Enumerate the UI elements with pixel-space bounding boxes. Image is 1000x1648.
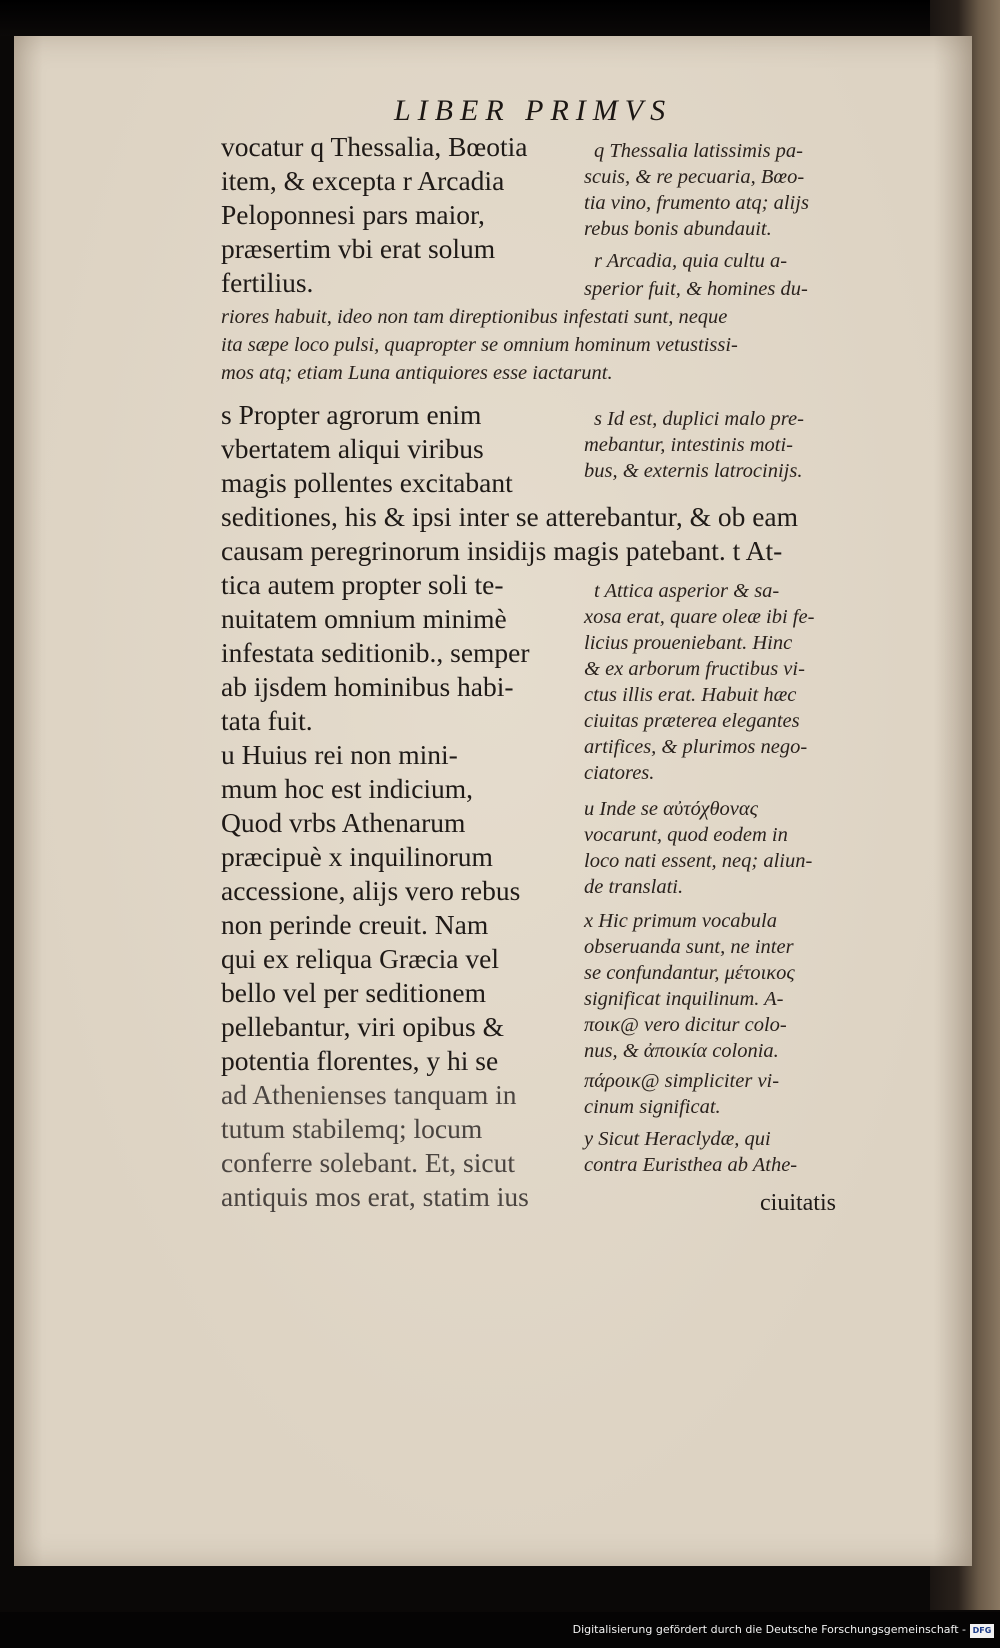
marginal-note: t Attica asperior & sa-: [594, 580, 780, 602]
marginal-note: cinum significat.: [584, 1096, 721, 1118]
main-line: Quod vrbs Athenarum: [221, 807, 466, 838]
marginal-note: significat inquilinum. A-: [584, 988, 784, 1010]
main-line: potentia florentes, y hi se: [221, 1045, 499, 1076]
marginal-note: rebus bonis abundauit.: [584, 218, 772, 240]
main-line: præsertim vbi erat solum: [221, 233, 496, 264]
main-line: tutum stabilemq; locum: [221, 1113, 483, 1144]
main-line: ad Athenienses tanquam in: [221, 1079, 517, 1110]
main-line: ab ijsdem hominibus habi-: [221, 671, 514, 702]
scan-background-top: [0, 0, 1000, 36]
main-line: u Huius rei non mini-: [221, 739, 458, 770]
main-line: pellebantur, viri opibus &: [221, 1011, 505, 1042]
main-line: antiquis mos erat, statim ius: [221, 1181, 529, 1212]
footer-bar: [0, 1612, 1000, 1648]
main-line: præcipuè x inquilinorum: [221, 841, 493, 872]
main-line: accessione, alijs vero rebus: [221, 875, 521, 906]
note-full-line: ita sæpe loco pulsi, quapropter se omnium hominum vetustissi-: [221, 334, 738, 356]
main-line: mum hoc est indicium,: [221, 773, 474, 804]
marginal-note: bus, & externis latrocinijs.: [584, 460, 803, 482]
marginal-note: de translati.: [584, 876, 684, 898]
marginal-note: mebantur, intestinis moti-: [584, 434, 793, 456]
main-line: conferre solebant. Et, sicut: [221, 1147, 515, 1178]
marginal-note: x Hic primum vocabula: [584, 910, 777, 932]
marginal-note: nus, & ἀποικία colonia.: [584, 1040, 779, 1062]
dfg-logo: DFG: [970, 1624, 994, 1638]
marginal-note: licius proueniebant. Hinc: [584, 632, 793, 654]
marginal-note: q Thessalia latissimis pa-: [594, 140, 804, 162]
main-line: tata fuit.: [221, 705, 313, 736]
marginal-note: obseruanda sunt, ne inter: [584, 936, 794, 958]
marginal-note: r Arcadia, quia cultu a-: [594, 250, 788, 272]
main-line: magis pollentes excitabant: [221, 467, 513, 498]
marginal-note: u Inde se αὐτόχθονας: [584, 798, 758, 820]
main-line: infestata seditionib., semper: [221, 637, 530, 668]
note-full-line: mos atq; etiam Luna antiquiores esse iactarunt.: [221, 362, 613, 384]
marginal-note: ciuitas præterea elegantes: [584, 710, 800, 732]
running-head: LIBER PRIMVS: [394, 94, 673, 127]
marginal-note: se confundantur, μέτοικος: [584, 962, 795, 984]
main-line: tica autem propter soli te-: [221, 569, 504, 600]
marginal-note: sperior fuit, & homines du-: [584, 278, 808, 300]
main-line: s Propter agrorum enim: [221, 399, 482, 430]
main-line: fertilius.: [221, 267, 314, 298]
footer-credit: Digitalisierung gefördert durch die Deutsche Forschungsgemeinschaft -: [572, 1623, 966, 1636]
marginal-note: tia vino, frumento atq; alijs: [584, 192, 809, 214]
note-full-line: riores habuit, ideo non tam direptionibus infestati sunt, neque: [221, 306, 728, 328]
marginal-note: ciatores.: [584, 762, 655, 784]
main-line: bello vel per seditionem: [221, 977, 486, 1008]
catchword: ciuitatis: [760, 1190, 836, 1216]
main-line: vbertatem aliqui viribus: [221, 433, 484, 464]
marginal-note: xosa erat, quare oleæ ibi fe-: [584, 606, 815, 628]
main-line: nuitatem omnium minimè: [221, 603, 507, 634]
marginal-note: ctus illis erat. Habuit hæc: [584, 684, 797, 706]
book-page: [14, 36, 972, 1566]
main-line: qui ex reliqua Græcia vel: [221, 943, 499, 974]
marginal-note: πάροικ@ simpliciter vi-: [584, 1070, 780, 1092]
marginal-note: loco nati essent, neq; aliun-: [584, 850, 813, 872]
main-line: vocatur q Thessalia, Bœotia: [221, 131, 528, 162]
marginal-note: vocarunt, quod eodem in: [584, 824, 788, 846]
marginal-note: s Id est, duplici malo pre-: [594, 408, 804, 430]
marginal-note: artifices, & plurimos nego-: [584, 736, 808, 758]
main-line: non perinde creuit. Nam: [221, 909, 489, 940]
main-line: item, & excepta r Arcadia: [221, 165, 505, 196]
main-line: Peloponnesi pars maior,: [221, 199, 485, 230]
main-line-full: causam peregrinorum insidijs magis patebant. t At-: [221, 535, 783, 566]
main-line-full: seditiones, his & ipsi inter se atterebantur, & ob eam: [221, 501, 799, 532]
marginal-note: y Sicut Heraclydæ, qui: [584, 1128, 771, 1150]
marginal-note: contra Euristhea ab Athe-: [584, 1154, 798, 1176]
marginal-note: ποικ@ vero dicitur colo-: [584, 1014, 787, 1036]
marginal-note: scuis, & re pecuaria, Bœo-: [584, 166, 805, 188]
marginal-note: & ex arborum fructibus vi-: [584, 658, 805, 680]
